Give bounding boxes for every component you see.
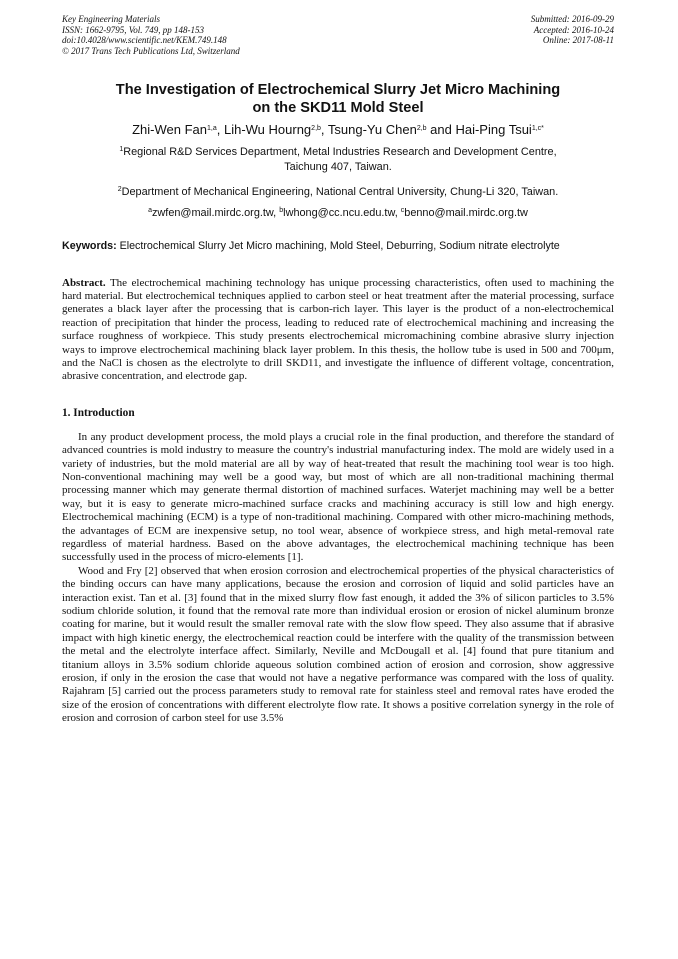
submitted-date: Submitted: 2016-09-29 xyxy=(530,14,614,24)
author-affiliation-mark: 2,b xyxy=(416,125,427,132)
abstract-label: Abstract. xyxy=(62,276,106,289)
accepted-date: Accepted: 2016-10-24 xyxy=(533,24,614,35)
journal-name: Key Engineering Materials xyxy=(62,14,160,24)
affiliation-2-text: Department of Mechanical Engineering, National Central University, Chung-Li 320, Taiwan. xyxy=(121,186,559,198)
email-address: lwhong@cc.ncu.edu.tw, xyxy=(283,206,401,219)
author-separator: , xyxy=(320,122,328,137)
affiliation-2 xyxy=(62,185,614,200)
section-heading: 1. Introduction xyxy=(62,406,135,419)
author-affiliation-mark: 1,c* xyxy=(531,125,544,132)
keywords-label: Keywords: xyxy=(62,240,117,252)
abstract xyxy=(62,277,614,384)
title-line-2: on the SKD11 Mold Steel xyxy=(252,100,424,116)
author-name: Tsung-Yu Chen xyxy=(327,122,417,137)
author-name: Hai-Ping Tsui xyxy=(455,122,532,137)
affiliation-1-text: Regional R&D Services Department, Metal Industries Research and Development Centre, xyxy=(123,146,557,158)
author-affiliation-mark: 1,a xyxy=(207,125,217,132)
author-name: Lih-Wu Hourng xyxy=(223,122,312,137)
email-mark: c xyxy=(400,206,405,214)
journal-header xyxy=(62,14,614,64)
body-paragraph: Wood and Fry [2] observed that when erosion corrosion and electrochemical properties of the physical characteristics of the binding occurs can have many applications, because the erosion and corrosion of liquid and solid particles have an interaction exist. Tan et al. [3] found that in the mixed slurry flow fast enough, it added the 3% of silicon particles to 3.5% sodium chloride solution, it found that the removal rate more than individual erosion or erosion of nickel aluminum bronze coating for marine, but it would result the smaller removal rate with the slow flow speed. They also assume that if abrasive impact with high kinetic energy, the electrochemical reaction could be interfere with the quality of the transmission between the metal and the electrolyte interface affect. Similarly, Neville and McDougall et al. [4] found that pure titanium and titanium alloys in 3.5% sodium chloride aqueous solution combined action of erosion and corrosion, show aggressive erosion, if only in the erosion the case that would not have a negative performance was compared with the loss of quality. Rajahram [5] carried out the process parameters study to removal rate for stainless steel and removal rates have eroded the size of the erosion of concentrations with different electrolyte flow rate. It shows a positive correlation synergy in the role of erosion and corrosion of carbon steel for use 3.5% xyxy=(62,564,614,725)
author-emails xyxy=(62,206,614,221)
affiliation-mark: 2 xyxy=(117,186,122,193)
author-conjunction: and xyxy=(426,122,456,137)
online-date: Online: 2017-08-11 xyxy=(542,35,614,45)
title-line-1: The Investigation of Electrochemical Slurry Jet Micro Machining xyxy=(115,82,561,98)
affiliation-1-line-2: Taichung 407, Taiwan. xyxy=(284,160,392,173)
abstract-text: The electrochemical machining technology has unique processing characteristics, often used to machining the hard material. But electrochemical techniques applied to carbon steel or heat treatment after the material processing, surface generates a black layer after the processing that is carbon-rich layer. This layer is the product of a non-electrochemical reaction of precipitation that hinder the process, leading to reduced rate of electrochemical machining and increasing the surface roughness of workpiece. This study presents electrochemical micromachining combine abrasive slurry injection ways to improve electrochemical machining black layer problem. In this thesis, the hollow tube is used in 500 and 700μm, and the NaCl is chosen as the electrolyte to drill SKD11, and investigate the influence of different voltage, concentration, abrasive concentration, and electrode gap. xyxy=(62,276,614,383)
doi-line: doi:10.4028/www.scientific.net/KEM.749.148 xyxy=(62,35,227,45)
affiliation-1 xyxy=(62,145,614,174)
email-mark: a xyxy=(148,206,152,214)
author-list xyxy=(62,121,614,138)
publication-info xyxy=(62,14,240,56)
author-separator: , xyxy=(216,122,224,137)
page xyxy=(62,14,614,726)
email-address: zwfen@mail.mirdc.org.tw, xyxy=(151,206,280,219)
body-paragraph: In any product development process, the mold plays a crucial role in the final production, and therefore the standard of advanced countries is mold industry to measure the country's industrial manufacturing index. The mold are widely used in a variety of industries, but the mold material are all by way of heat-treated that result the machining tool wear is too high. Non-conventional machining may well be a good way, but most of which are all non-traditional machining thermal processing manner which may generate thermal distortion of machined surfaces. Waterjet machining may well be a better way, but it is easy to generate micro-machined surface cracks and machining accuracy is still low and high energy. Electrochemical machining (ECM) is a type of non-traditional machining. Compared with other micro-machining methods, the advantages of ECM are inexpensive setup, no tool wear, absence of workpiece stress, and high metal-removal rate regardless of material hardness. Based on the above advantages, the electrochemical machining technique has been successfully used in the process of micro-elements [1]. xyxy=(62,430,614,564)
keywords xyxy=(62,240,614,254)
email-mark: b xyxy=(279,206,284,214)
affiliation-mark: 1 xyxy=(119,146,124,153)
issn-line: ISSN: 1662-9795, Vol. 749, pp 148-153 xyxy=(62,24,204,35)
publication-dates xyxy=(531,14,614,46)
author-name: Zhi-Wen Fan xyxy=(132,122,207,137)
copyright-line: © 2017 Trans Tech Publications Ltd, Switzerland xyxy=(62,45,240,56)
email-address: benno@mail.mirdc.org.tw xyxy=(404,206,528,219)
affiliation-1-line-1 xyxy=(62,145,614,160)
paper-title xyxy=(62,81,614,117)
author-affiliation-mark: 2,b xyxy=(311,125,321,132)
keywords-text: Electrochemical Slurry Jet Micro machining, Mold Steel, Deburring, Sodium nitrate electrolyte xyxy=(116,240,560,252)
